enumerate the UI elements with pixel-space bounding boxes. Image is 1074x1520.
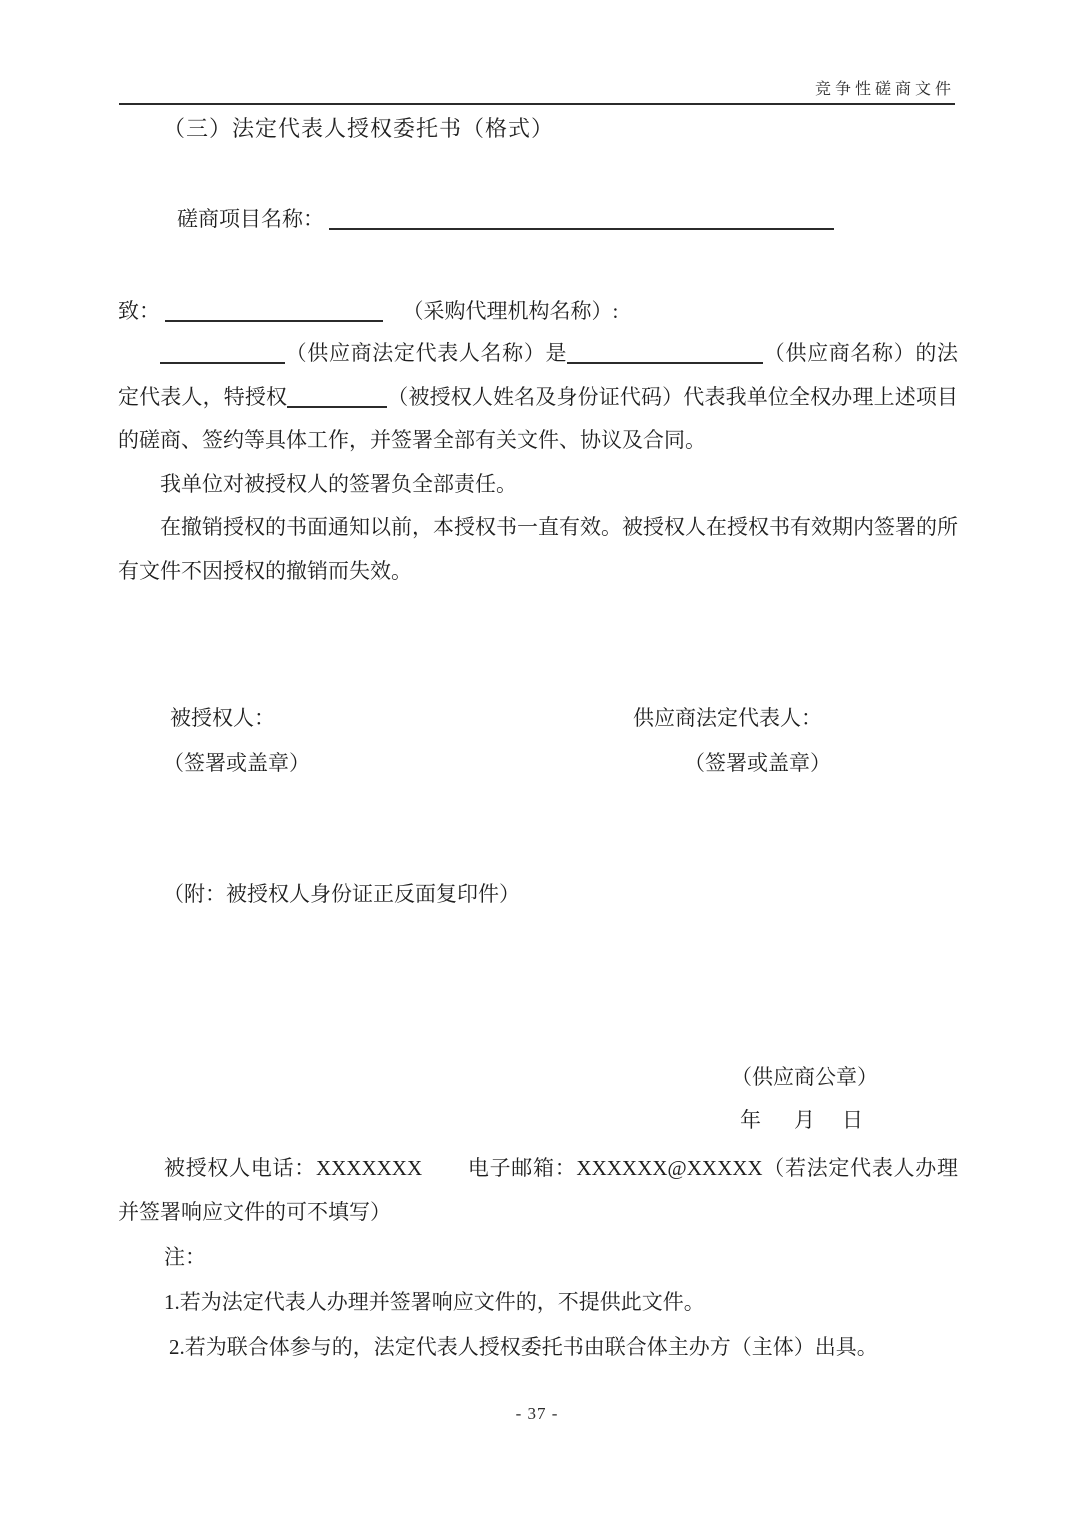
month-label: 月 — [794, 1108, 815, 1132]
project-name-blank — [329, 227, 834, 230]
to-label: 致： — [118, 299, 160, 323]
page-number: - 37 - — [515, 1404, 559, 1423]
date-line — [740, 1104, 863, 1134]
attorney-email: 电子邮箱：XXXXXX@XXXXX（若法定代表人办理并签署响应文件的可不填写） — [118, 1156, 958, 1224]
project-name-line — [177, 203, 834, 233]
project-name-label: 磋商项目名称： — [177, 207, 324, 231]
section-title: （三）法定代表人授权委托书（格式） — [163, 116, 555, 141]
note-item-1: 1.若为法定代表人办理并签署响应文件的，不提供此文件。 — [164, 1290, 705, 1314]
legal-rep-signature-label: 供应商法定代表人： — [633, 706, 822, 730]
attorney-phone: 被授权人电话：XXXXXXX — [164, 1156, 423, 1180]
supplier-name-blank — [567, 361, 763, 364]
agency-name-blank — [165, 319, 383, 322]
authorization-body — [118, 332, 958, 593]
attorney-signature-label: 被授权人： — [170, 706, 275, 730]
attorney-name-blank — [287, 405, 387, 408]
validity-paragraph: 在撤销授权的书面通知以前，本授权书一直有效。被授权人在授权书有效期内签署的所有文件不因授权的撤销而失效。 — [118, 515, 958, 583]
authorization-paragraph — [118, 332, 958, 463]
year-label: 年 — [740, 1108, 761, 1132]
contact-paragraph — [118, 1146, 958, 1234]
body-text: （被授权人姓名及身份证代码）代表我单位全权办理上述项目的磋商、签约等具体工作，并签署全部有关文件、协议及合同。 — [118, 384, 959, 452]
header-divider-line — [119, 103, 955, 105]
addressee-line — [118, 295, 618, 325]
legal-rep-sign-or-seal-note: （签署或盖章） — [684, 751, 831, 775]
legal-rep-name-blank — [160, 361, 285, 364]
notes-label: 注： — [164, 1245, 206, 1269]
page-header-doc-type: 竞争性磋商文件 — [814, 81, 955, 98]
attorney-sign-or-seal-note: （签署或盖章） — [163, 751, 310, 775]
body-text: （供应商名称）的法定代表人，特授权 — [118, 341, 959, 409]
attachment-note: （附：被授权人身份证正反面复印件） — [163, 882, 520, 906]
agency-note: （采购代理机构名称）: — [402, 299, 619, 323]
note-item-2: 2.若为联合体参与的，法定代表人授权委托书由联合体主办方（主体）出具。 — [169, 1335, 878, 1359]
responsibility-paragraph: 我单位对被授权人的签署负全部责任。 — [160, 471, 517, 496]
day-label: 日 — [842, 1108, 863, 1132]
body-text: （供应商法定代表人名称）是 — [285, 341, 568, 365]
supplier-seal-note: （供应商公章） — [731, 1065, 878, 1089]
